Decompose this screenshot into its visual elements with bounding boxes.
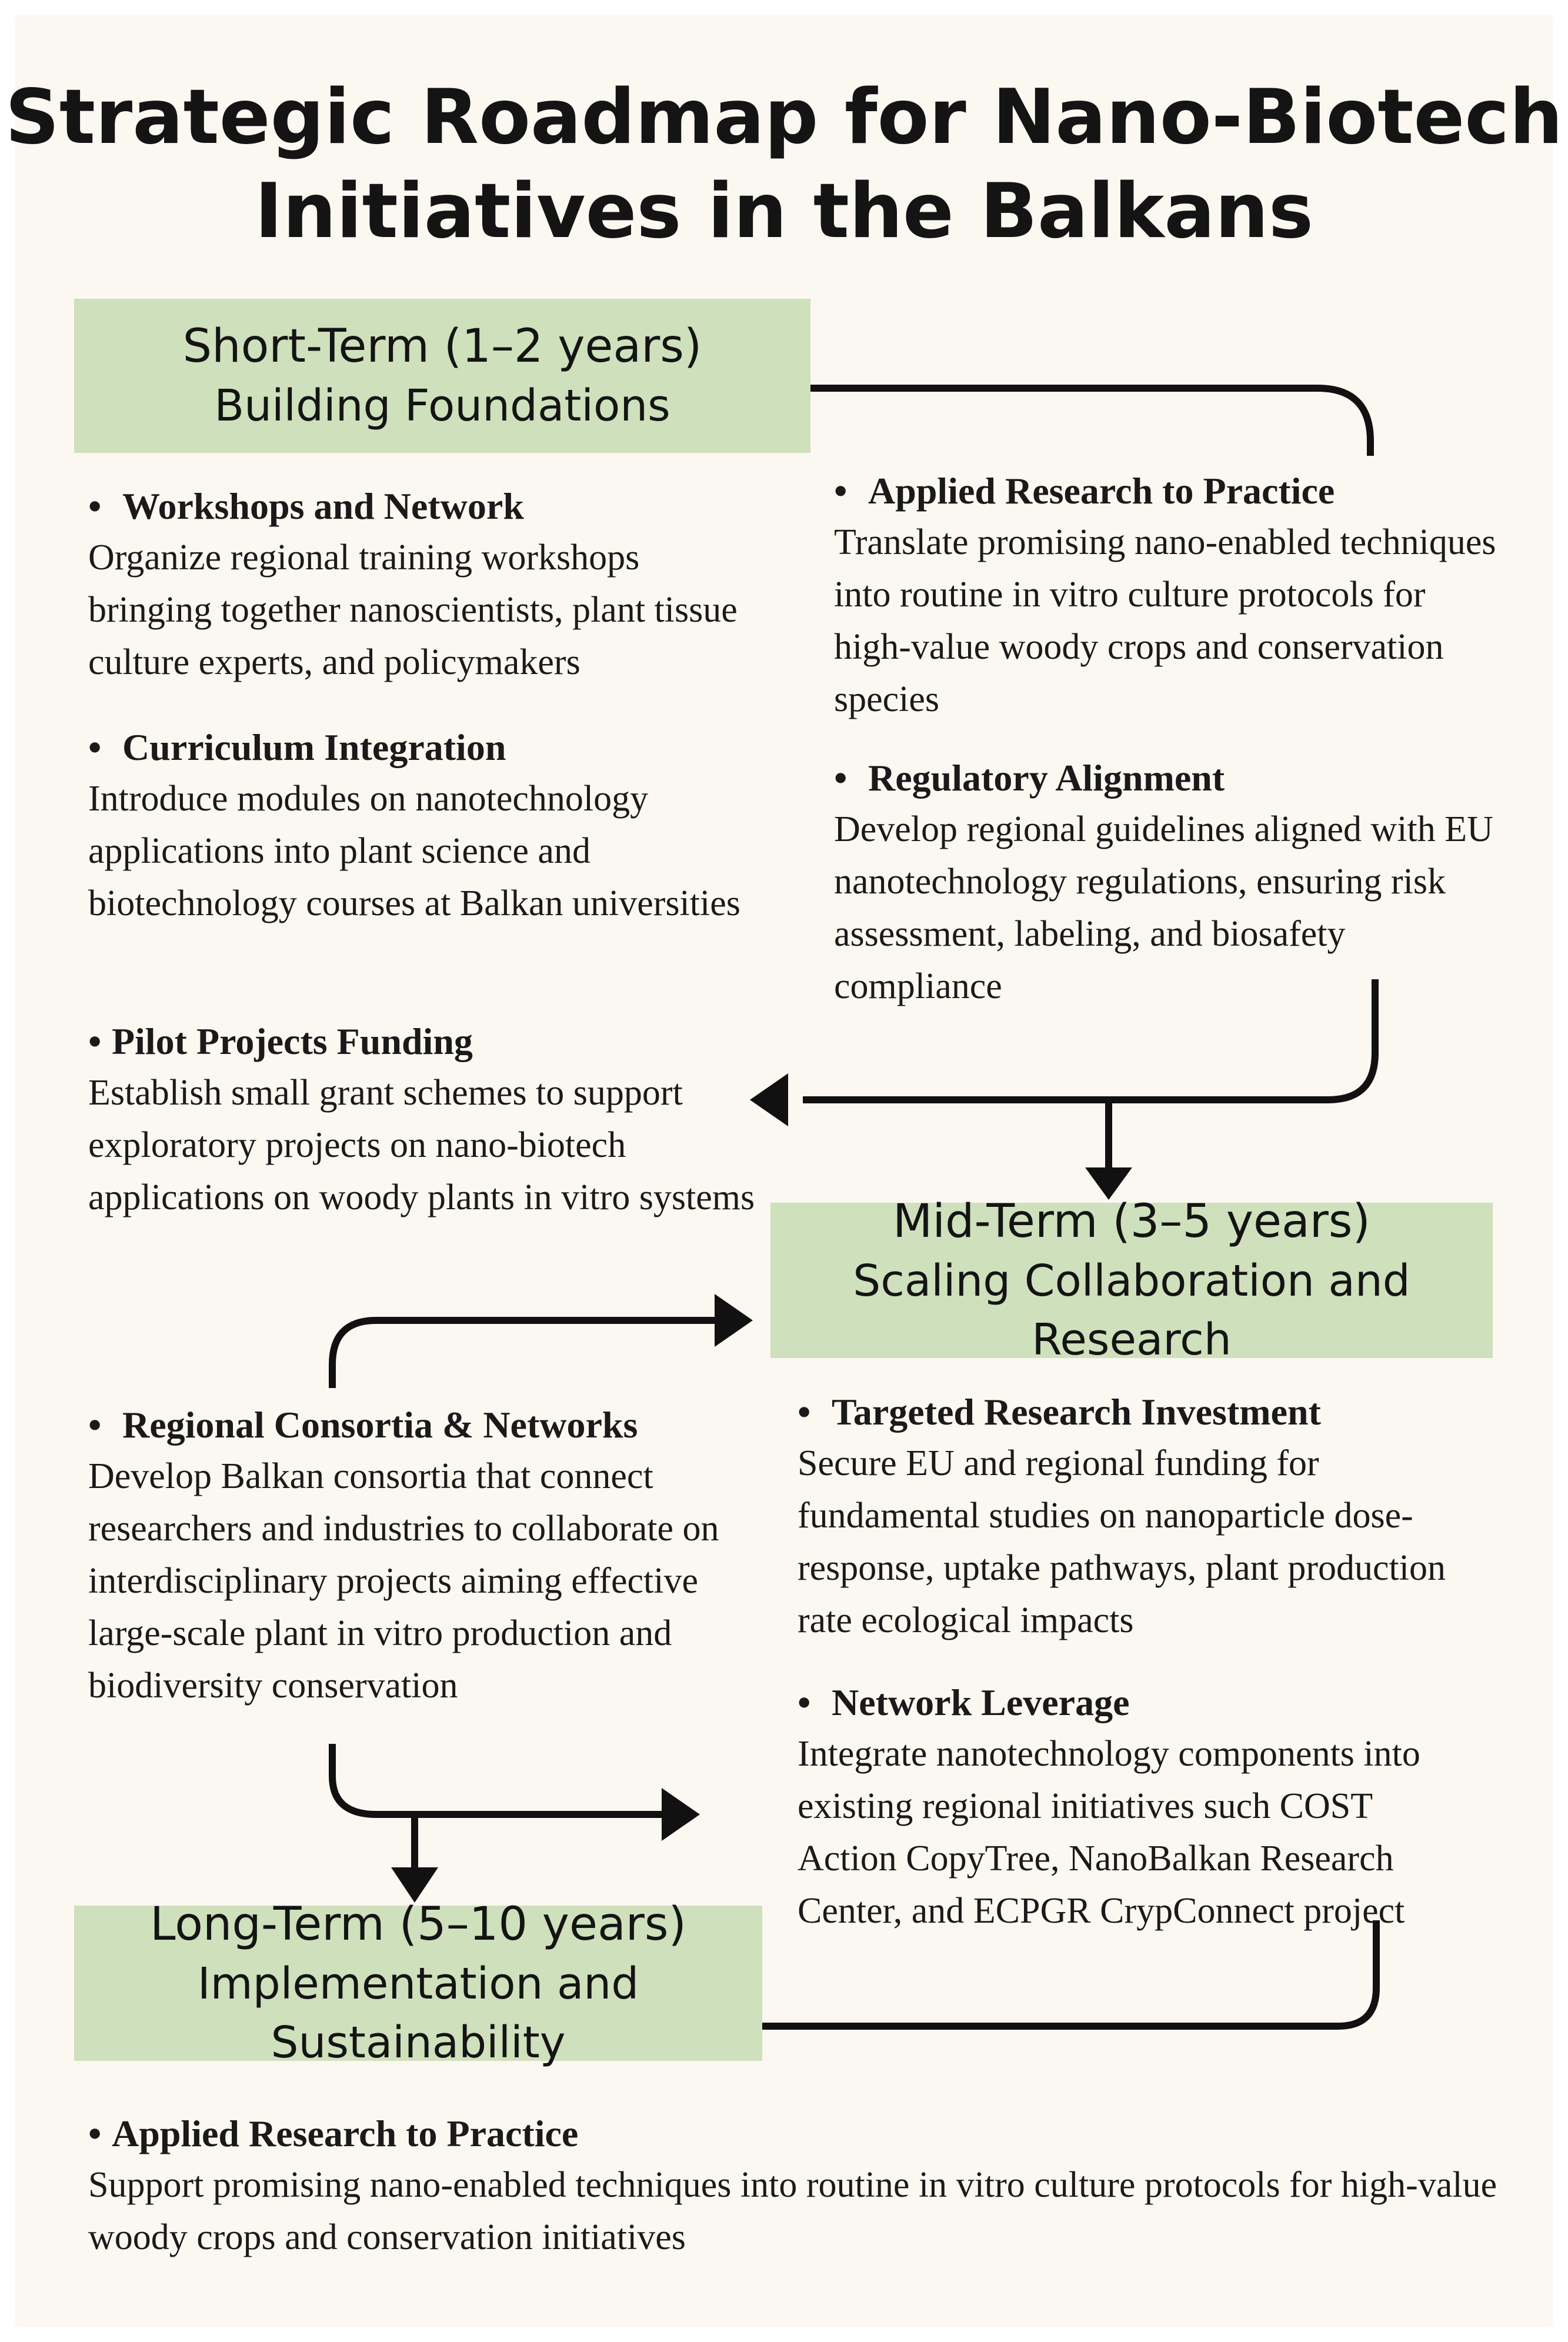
- item-applied-long: [88, 2109, 1500, 2264]
- item-applied-short-heading: [834, 466, 1499, 516]
- item-pilot-heading: [88, 1016, 765, 1067]
- item-consortia-heading-text: Regional Consortia & Networks: [122, 1404, 638, 1446]
- item-regulatory-heading: [834, 753, 1499, 803]
- bullet-icon: •: [834, 757, 848, 799]
- item-pilot: [88, 1016, 765, 1224]
- item-leverage-heading: [798, 1677, 1421, 1728]
- item-leverage: [798, 1677, 1421, 1937]
- bullet-icon: •: [88, 485, 102, 527]
- item-targeted: [798, 1387, 1497, 1647]
- item-applied-short: [834, 466, 1499, 726]
- item-consortia: [88, 1400, 765, 1712]
- phase-long-term-title: Long-Term (5–10 years): [150, 1898, 686, 1951]
- bullet-icon: •: [798, 1682, 811, 1723]
- phase-mid-term-subtitle: Scaling Collaboration and Research: [853, 1256, 1410, 1365]
- phase-mid-term-title: Mid-Term (3–5 years): [893, 1195, 1370, 1248]
- item-curriculum-heading: [88, 722, 765, 773]
- item-regulatory-body: Develop regional guidelines aligned with EU nanotechnology regulations, ensuring risk assessment, labeling, and biosafety compliance: [834, 809, 1493, 1006]
- phase-long-term-subtitle: Implementation and Sustainability: [197, 1959, 639, 2068]
- item-workshops-heading-text: Workshops and Network: [122, 485, 524, 527]
- item-applied-short-body: Translate promising nano-enabled techniques into routine in vitro culture protocols for high-value woody crops and conservation species: [834, 522, 1496, 719]
- phase-long-term: [74, 1898, 762, 2068]
- item-applied-long-heading: [88, 2109, 1500, 2159]
- item-applied-short-heading-text: Applied Research to Practice: [868, 470, 1335, 512]
- item-workshops: [88, 481, 765, 689]
- connector-short-to-right-column: [810, 388, 1370, 456]
- bullet-icon: •: [798, 1391, 811, 1433]
- item-targeted-body: Secure EU and regional funding for fundamental studies on nanoparticle dose-response, uptake pathways, plant production rate ecological impacts: [798, 1443, 1446, 1640]
- bullet-icon: •: [834, 470, 848, 512]
- item-leverage-heading-text: Network Leverage: [832, 1682, 1130, 1723]
- item-consortia-body: Develop Balkan consortia that connect researchers and industries to collaborate on interdisciplinary projects aiming effective large-scale plant in vitro production and biodiversity conservation: [88, 1456, 719, 1706]
- item-leverage-body: Integrate nanotechnology components into existing regional initiatives such COST Action CopyTree, NanoBalkan Research Center, and ECPGR CrypConnect project: [798, 1734, 1420, 1931]
- item-curriculum: [88, 722, 765, 930]
- item-applied-long-heading-text: Applied Research to Practice: [112, 2113, 579, 2154]
- phase-short-term: [74, 299, 810, 453]
- connector-consortia-to-leverage: [332, 1744, 665, 1814]
- item-workshops-heading: [88, 481, 765, 532]
- phase-short-term-title: Short-Term (1–2 years): [182, 320, 702, 373]
- item-consortia-heading: [88, 1400, 765, 1450]
- bullet-icon: •: [88, 726, 102, 768]
- arrow-right-to-leverage: [662, 1788, 700, 1841]
- item-targeted-heading-text: Targeted Research Investment: [832, 1391, 1321, 1433]
- item-regulatory: [834, 753, 1499, 1013]
- item-pilot-body: Establish small grant schemes to support exploratory projects on nano-biotech applications on woody plants in vitro systems: [88, 1073, 755, 1217]
- item-applied-long-body: Support promising nano-enabled techniques into routine in vitro culture protocols for high-value woody crops and conservation initiatives: [88, 2165, 1497, 2257]
- page-title: Strategic Roadmap for Nano-Biotech Initiatives in the Balkans: [5, 74, 1563, 255]
- item-regulatory-heading-text: Regulatory Alignment: [868, 757, 1225, 799]
- phase-short-term-subtitle: Building Foundations: [214, 381, 670, 431]
- phase-mid-term: [770, 1195, 1493, 1365]
- bullet-icon: •: [88, 1020, 102, 1062]
- connector-consortia-to-mid: [332, 1320, 718, 1388]
- item-workshops-body: Organize regional training workshops bringing together nanoscientists, plant tissue culture experts, and policymakers: [88, 538, 738, 682]
- item-curriculum-heading-text: Curriculum Integration: [122, 726, 506, 768]
- bullet-icon: •: [88, 1404, 102, 1446]
- item-curriculum-body: Introduce modules on nanotechnology applications into plant science and biotechnology courses at Balkan universities: [88, 779, 740, 923]
- bullet-icon: •: [88, 2113, 102, 2154]
- item-targeted-heading: [798, 1387, 1497, 1437]
- item-pilot-heading-text: Pilot Projects Funding: [112, 1020, 473, 1062]
- arrow-right-to-mid: [715, 1294, 753, 1347]
